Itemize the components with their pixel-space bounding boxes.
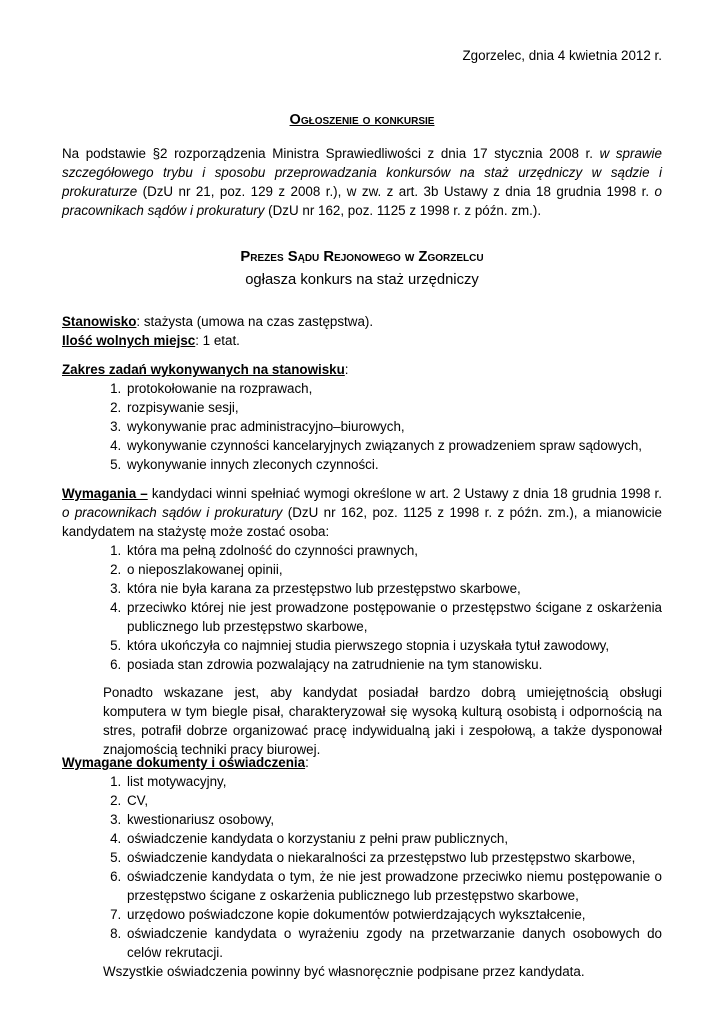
vacancies-label: Ilość wolnych miejsc [62,333,196,348]
position-info [62,312,662,350]
additional-requirements: Ponadto wskazane jest, aby kandydat posiadał bardzo dobrą umiejętnością obsługi komputera w tym biegle pisał, charakteryzował się wysoką kulturą osobistą i odpornością na stres, potrafił dobrze organizować pracę indywidualną jaki i zespołową, a także dysponował znajomością techniki pracy biurowej. [103,685,662,757]
list-item: 3. która nie była karana za przestępstwo lub przestępstwo skarbowe, [125,579,662,598]
requirements-text-2: (DzU nr 162, poz. 1125 z 1998 r. z późn. zm.), a mianowicie kandydatem na stażystę może zostać osoba: [62,505,662,539]
list-item: 1. która ma pełną zdolność do czynności prawnych, [125,541,662,560]
list-item: 7. urzędowo poświadczone kopie dokumentów potwierdzających wykształcenie, [125,905,662,924]
requirements-text-1: kandydaci winni spełniać wymogi określone w art. 2 Ustawy z dnia 18 grudnia 1998 r. [147,486,662,501]
court-heading: Prezes Sądu Rejonowego w Zgorzelcu [240,249,484,265]
intro-italic-1: w sprawie szczegółowego trybu i sposobu przeprowadzania konkursów na staż urzędniczy w sądzie i prokuraturze [62,146,662,199]
requirements-list [62,541,662,674]
list-item: 2. o nieposzlakowanej opinii, [125,560,662,579]
duties-heading [62,360,662,379]
announcement-subheading: ogłasza konkurs na staż urzędniczy [245,272,479,288]
requirements-italic: o pracownikach sądów i prokuratury [62,505,283,520]
position-line [62,312,662,331]
date-line: Zgorzelec, dnia 4 kwietnia 2012 r. [462,48,662,63]
list-item: 3. wykonywanie prac administracyjno–biurowych, [125,417,662,436]
documents-label: Wymagane dokumenty i oświadczenia [62,755,306,770]
documents-section [62,753,662,981]
intro-text-3: (DzU nr 162, poz. 1125 z 1998 r. z późn. zm.). [264,203,542,218]
legal-basis-paragraph [62,144,662,220]
list-item: 1. protokołowanie na rozprawach, [125,379,662,398]
requirements-paragraph [62,484,662,541]
document-title: Ogłoszenie o konkursie [289,112,435,128]
list-item: 4. oświadczenie kandydata o korzystaniu z pełni praw publicznych, [125,829,662,848]
duties-label: Zakres zadań wykonywanych na stanowisku [62,362,345,377]
intro-text-2: (DzU nr 21, poz. 129 z 2008 r.), w zw. z art. 3b Ustawy z dnia 18 grudnia 1998 r. [137,184,655,199]
position-label: Stanowisko [62,314,137,329]
list-item: 2. rozpisywanie sesji, [125,398,662,417]
intro-text-1: Na podstawie §2 rozporządzenia Ministra Sprawiedliwości z dnia 17 stycznia 2008 r. [62,146,600,161]
list-item: 2. CV, [125,791,662,810]
list-item: 1. list motywacyjny, [125,772,662,791]
duties-list [62,379,662,474]
duties-section [62,360,662,474]
list-item: 4. wykonywanie czynności kancelaryjnych związanych z prowadzeniem spraw sądowych, [125,436,662,455]
list-item: 6. posiada stan zdrowia pozwalający na zatrudnienie na tym stanowisku. [125,655,662,674]
documents-list [62,772,662,962]
position-value: : stażysta (umowa na czas zastępstwa). [136,314,374,329]
list-item: 3. kwestionariusz osobowy, [125,810,662,829]
vacancies-line [62,331,662,350]
duties-suffix: : [344,362,349,377]
list-item: 5. wykonywanie innych zleconych czynności. [125,455,662,474]
list-item: 6. oświadczenie kandydata o tym, że nie jest prowadzone przeciwko niemu postępowanie o przestępstwo ścigane z oskarżenia publicznego lub przestępstwo skarbowe, [125,867,662,905]
documents-heading [62,753,662,772]
list-item: 4. przeciwko której nie jest prowadzone postępowanie o przestępstwo ścigane z oskarżenia publicznego lub przestępstwo skarbowe, [125,598,662,636]
signature-note: Wszystkie oświadczenia powinny być własnoręcznie podpisane przez kandydata. [103,964,585,979]
documents-suffix: : [305,755,309,770]
list-item: 8. oświadczenie kandydata o wyrażeniu zgody na przetwarzanie danych osobowych do celów rekrutacji. [125,924,662,962]
intro-italic-2: o pracownikach sądów i prokuratury [62,184,662,218]
list-item: 5. która ukończyła co najmniej studia pierwszego stopnia i uzyskała tytuł zawodowy, [125,636,662,655]
list-item: 5. oświadczenie kandydata o niekaralności za przestępstwo lub przestępstwo skarbowe, [125,848,662,867]
requirements-label: Wymagania – [62,486,148,501]
vacancies-value: : 1 etat. [195,333,240,348]
requirements-section [62,484,662,759]
